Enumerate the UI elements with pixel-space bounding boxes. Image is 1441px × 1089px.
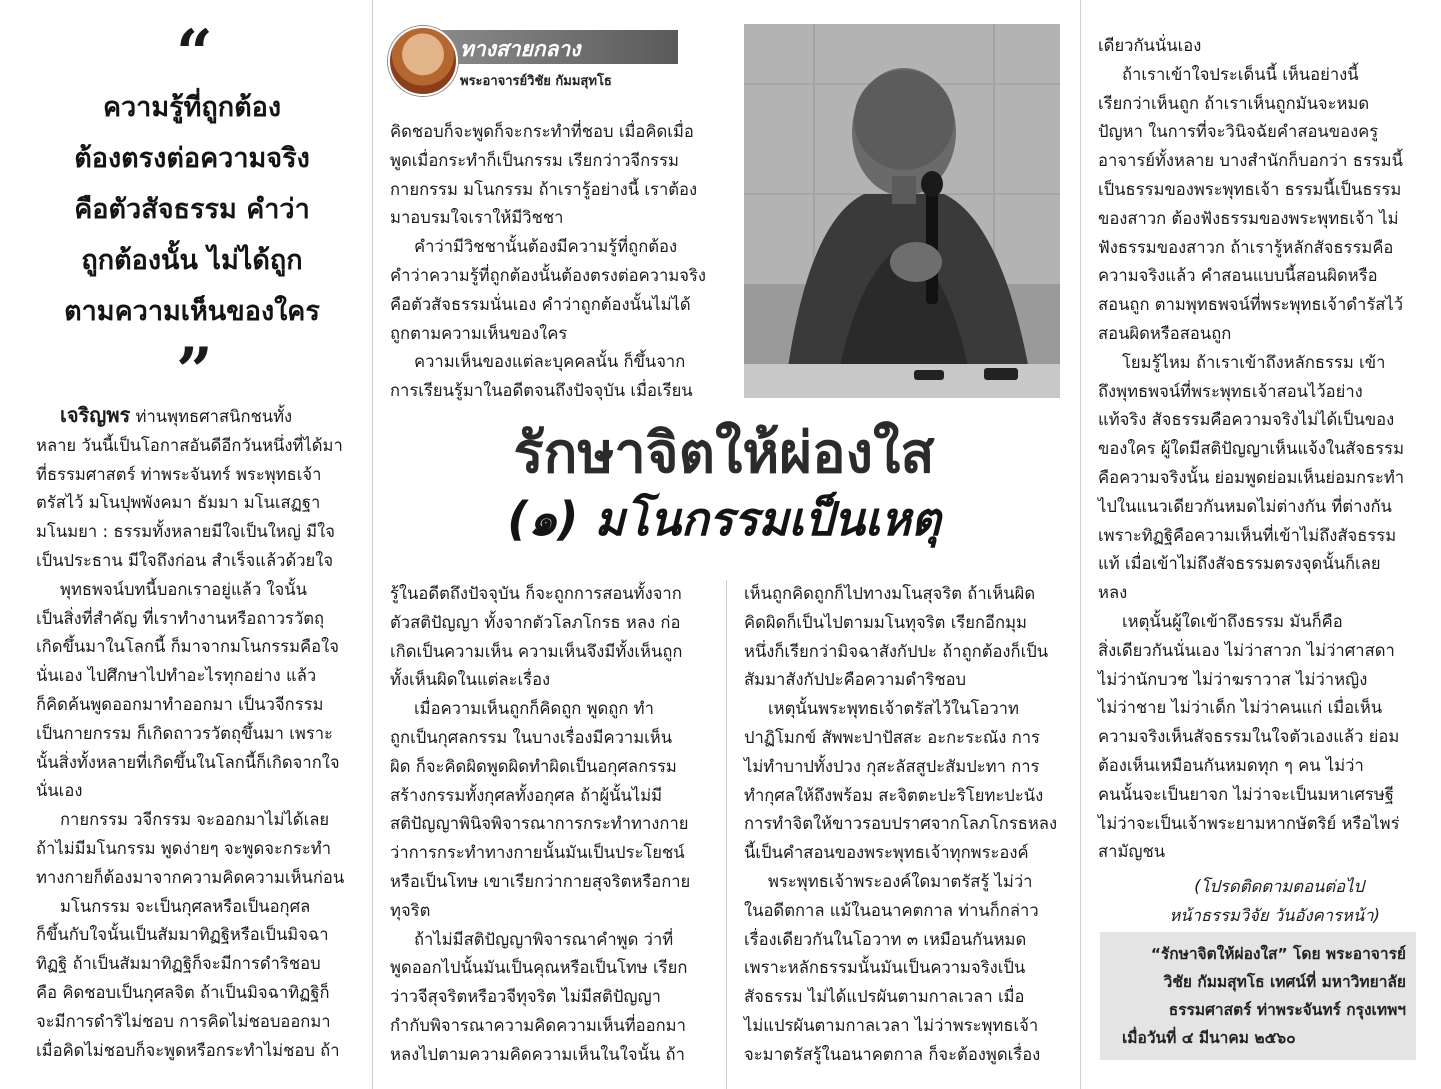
body-text-line: ไม่ทำบาปทั้งปวง กุสะลัสสูปะสัมปะทา การ bbox=[744, 756, 1040, 776]
pull-quote-line: ต้องตรงต่อความจริง bbox=[74, 143, 310, 174]
body-text-line: สร้างกรรมทั้งกุศลทั้งอกุศล ถ้าผู้นั้นไม่มี bbox=[390, 785, 663, 805]
body-text-line: เป็นกายกรรม ก็เกิดถาวรวัตถุขึ้นมา เพราะ bbox=[36, 723, 333, 743]
body-text-line: ในอดีตกาล แม้ในอนาคตกาล ท่านก็กล่าว bbox=[744, 900, 1039, 920]
lead-paragraph bbox=[36, 402, 362, 432]
body-text-line: สัจธรรม ไม่ได้แปรผันตามกาลเวลา เมื่อ bbox=[744, 987, 1025, 1007]
body-text-line: สามัญชน bbox=[1098, 842, 1166, 862]
body-text-line: ว่าวจีสุจริตหรือวจีทุจริต ไม่มีสติปัญญา bbox=[390, 987, 661, 1007]
pull-quote-line: ความรู้ที่ถูกต้อง bbox=[102, 92, 282, 123]
body-text-line: ไปในแนวเดียวกันหมดไม่ต่างกัน ที่ต่างกัน bbox=[1098, 496, 1392, 516]
column-header bbox=[388, 26, 678, 92]
body-text-line: เรียกว่าเห็นถูก ถ้าเราเห็นถูกมันจะหมด bbox=[1098, 93, 1370, 113]
body-text-line: คำว่าความรู้ที่ถูกต้องนั้นต้องตรงต่อความจริง bbox=[390, 265, 706, 285]
body-text-line: พระพุทธเจ้าพระองค์ใดมาตรัสรู้ ไม่ว่า bbox=[768, 871, 1033, 891]
column-4-lines bbox=[1098, 32, 1424, 867]
continued-note-line-1: (โปรดติดตามตอนต่อไป bbox=[1194, 877, 1364, 897]
continued-note-line-2: หน้าธรรมวิจัย วันอังคารหน้า) bbox=[1169, 905, 1380, 925]
article-column-2-top bbox=[390, 118, 720, 406]
pull-quote-line: คือตัวสัจธรรม คำว่า bbox=[74, 194, 310, 225]
body-text-line: พูดเมื่อกระทำก็เป็นกรรม เรียกว่าวจีกรรม bbox=[390, 150, 679, 170]
body-text-line: ว่าการกระทำทางกายนั้นมันเป็นประโยชน์ bbox=[390, 843, 685, 863]
body-text-line: โยมรู้ไหม ถ้าเราเข้าถึงหลักธรรม เข้า bbox=[1122, 352, 1386, 372]
lead-text: ท่านพุทธศาสนิกชนทั้ง bbox=[130, 407, 293, 426]
column-author: พระอาจารย์วิชัย กัมมสุทโธ bbox=[460, 74, 612, 89]
column-rule bbox=[372, 0, 373, 1089]
body-text-line: เพราะทิฏฐิคือความเห็นที่เข้าไม่ถึงสัจธรรม bbox=[1098, 525, 1397, 545]
body-text-line: หลาย วันนี้เป็นโอกาสอันดีอีกวันหนึ่งที่ได้มา bbox=[36, 435, 343, 455]
body-text-line: ของใคร ผู้ใดมีสติปัญญาเห็นแจ้งในสัจธรรม bbox=[1098, 439, 1405, 459]
body-text-line: ไม่ว่าจะเป็นเจ้าพระยามหากษัตริย์ หรือไพร่ bbox=[1098, 813, 1400, 833]
monk-portrait-icon bbox=[388, 26, 458, 96]
body-text-line: กายกรรม วจีกรรม จะออกมาไม่ได้เลย bbox=[60, 810, 330, 830]
monk-with-microphone-photo bbox=[744, 24, 1060, 398]
body-text-line: ความเห็นของแต่ละบุคคลนั้น ก็ขึ้นจาก bbox=[414, 352, 686, 372]
body-text-line: คือตัวสัจธรรมนั่นเอง คำว่าถูกต้องนั้นไม่ได้ bbox=[390, 294, 691, 314]
close-quote-mark: ” bbox=[176, 334, 213, 409]
body-text-line: ความจริงแล้ว คำสอนแบบนี้สอนผิดหรือ bbox=[1098, 266, 1378, 286]
body-text-line: นั่นเอง bbox=[36, 781, 83, 801]
body-text-line: เมื่อคิดไม่ชอบก็จะพูดหรือกระทำไม่ชอบ ถ้า bbox=[36, 1040, 340, 1060]
body-text-line: เหตุนั้นพระพุทธเจ้าตรัสไว้ในโอวาท bbox=[768, 699, 1019, 719]
body-text-line: คือความจริงนั้น ย่อมพูดย่อมเห็นย่อมกระทำ bbox=[1098, 467, 1405, 487]
info-line: วิชัย กัมมสุทโธ เทศน์ที่ มหาวิทยาลัย bbox=[1163, 973, 1406, 991]
body-text-line: สติปัญญาพินิจพิจารณาการกระทำทางกาย bbox=[390, 814, 689, 834]
lead-word: เจริญพร bbox=[60, 405, 131, 427]
body-text-line: ก็คิดค้นพูดออกมาทำออกมา เป็นวจีกรรม bbox=[36, 694, 324, 714]
body-text-line: ถึงพุทธพจน์ที่พระพุทธเจ้าสอนไว้อย่าง bbox=[1098, 381, 1363, 401]
body-text-line: ฟังธรรมของสาวก ถ้าเรารู้หลักสัจธรรมคือ bbox=[1098, 237, 1394, 257]
body-text-line: สิ่งเดียวกันนั่นเอง ไม่ว่าสาวก ไม่ว่าศาสดา bbox=[1098, 640, 1395, 660]
body-text-line: การเรียนรู้มาในอดีตจนถึงปัจจุบัน เมื่อเรียน bbox=[390, 381, 693, 401]
body-text-line: นั้นสิ่งทั้งหลายที่เกิดขึ้นในโลกนี้ก็เกิดจากใจ bbox=[36, 752, 340, 772]
body-text-line: คิดชอบก็จะพูดก็จะกระทำที่ชอบ เมื่อคิดเมื่อ bbox=[390, 122, 694, 141]
body-text-line: หลง bbox=[1098, 583, 1128, 603]
article-column-3-bottom bbox=[744, 580, 1070, 1070]
body-text-line: มาอบรมใจเราให้มีวิชชา bbox=[390, 208, 564, 228]
body-text-line: การทำจิตให้ขาวรอบปราศจากโลภโกรธหลง bbox=[744, 814, 1058, 834]
open-quote-mark: “ bbox=[176, 16, 213, 91]
body-text-line: จะมีการดำริไม่ชอบ การคิดไม่ชอบออกมา bbox=[36, 1011, 331, 1031]
body-text-line: คิดผิดก็เป็นไปตามมโนทุจริต เรียกอีกมุม bbox=[744, 612, 1027, 632]
body-text-line: แท้จริง สัจธรรมคือความจริงไม่ได้เป็นของ bbox=[1098, 410, 1395, 430]
body-text-line: สอนผิดหรือสอนถูก bbox=[1098, 323, 1232, 343]
body-text-line: เมื่อความเห็นถูกก็คิดถูก พูดถูก ทำ bbox=[414, 699, 654, 719]
info-line: “รักษาจิตให้ผ่องใส” โดย พระอาจารย์ bbox=[1150, 945, 1406, 963]
body-text-line: ปัญหา ในการที่จะวินิจฉัยคำสอนของครู bbox=[1098, 122, 1379, 142]
body-text-line: คือ คิดชอบเป็นกุศลจิต ถ้าเป็นมิจฉาทิฏฐิก็ bbox=[36, 982, 330, 1002]
body-text-line: รู้ในอดีตถึงปัจจุบัน ก็จะถูกการสอนทั้งจาก bbox=[390, 584, 682, 603]
body-text-line: ถ้าไม่มีสติปัญญาพิจารณาคำพูด ว่าที่ bbox=[414, 929, 674, 949]
body-text-line: กำกับพิจารณาความคิดความเห็นที่ออกมา bbox=[390, 1015, 686, 1035]
column-title: ทางสายกลาง bbox=[460, 37, 581, 61]
body-text-line: นี้เป็นคำสอนของพระพุทธเจ้าทุกพระองค์ bbox=[744, 843, 1029, 863]
body-text-line: ทิฏฐิ ถ้าเป็นสัมมาทิฏฐิก็จะมีการดำริชอบ bbox=[36, 954, 321, 974]
column-2-bottom-lines bbox=[390, 580, 720, 1070]
body-text-line: เดียวกันนั่นเอง bbox=[1098, 36, 1202, 55]
body-text-line: หลงไปตามความคิดความเห็นในใจนั้น ถ้า bbox=[390, 1044, 685, 1064]
body-text-line: สอนถูก ตามพุทธพจน์ที่พระพุทธเจ้าดำรัสไว้ bbox=[1098, 295, 1404, 315]
body-text-line: ปาฏิโมกข์ สัพพะปาปัสสะ อะกะระณัง การ bbox=[744, 727, 1040, 747]
body-text-line: อาจารย์ทั้งหลาย บางสำนักก็บอกว่า ธรรมนี้ bbox=[1098, 151, 1403, 171]
body-text-line: ตรัสไว้ มโนปุพพังคมา ธัมมา มโนเสฏฐา bbox=[36, 493, 321, 513]
pull-quote-line: ตามความเห็นของใคร bbox=[64, 296, 320, 327]
body-text-line: เกิดเป็นความเห็น ความเห็นจึงมีทั้งเห็นถูก bbox=[390, 641, 683, 661]
body-text-line: ไม่ว่านักบวช ไม่ว่าฆราวาส ไม่ว่าหญิง bbox=[1098, 669, 1368, 689]
body-text-line: ทางกายก็ต้องมาจากความคิดความเห็นก่อน bbox=[36, 867, 345, 887]
pull-quote-line: ถูกต้องนั้น ไม่ได้ถูก bbox=[81, 245, 303, 276]
column-3-bottom-lines bbox=[744, 580, 1070, 1070]
body-text-line: พุทธพจน์บทนี้บอกเราอยู่แล้ว ใจนั้น bbox=[60, 579, 307, 599]
body-text-line: มโนมยา : ธรรมทั้งหลายมีใจเป็นใหญ่ มีใจ bbox=[36, 522, 335, 542]
info-line: เมื่อวันที่ ๔ มีนาคม ๒๕๖๐ bbox=[1122, 1029, 1296, 1047]
body-text-line: ทำกุศลให้ถึงพร้อม สะจิตตะปะริโยทะปะนัง bbox=[744, 785, 1044, 805]
body-text-line: ไม่แปรผันตามกาลเวลา ไม่ว่าพระพุทธเจ้า bbox=[744, 1015, 1039, 1035]
body-text-line: จะมาตรัสรู้ในอนาคตกาล ก็จะต้องพูดเรื่อง bbox=[744, 1044, 1041, 1064]
headline-line-1: รักษาจิตให้ผ่องใส bbox=[513, 421, 935, 486]
info-line: ธรรมศาสตร์ ท่าพระจันทร์ กรุงเทพฯ bbox=[1168, 1001, 1406, 1019]
body-text-line: ตัวสติปัญญา ทั้งจากตัวโลภโกรธ หลง ก่อ bbox=[390, 612, 681, 632]
body-text-line: เกิดขึ้นมาในโลกนี้ ก็มาจากมโนกรรมคือใจ bbox=[36, 637, 339, 657]
article-column-4 bbox=[1098, 32, 1424, 931]
body-text-line: เป็นประธาน มีใจถึงก่อน สำเร็จแล้วด้วยใจ bbox=[36, 550, 334, 570]
body-text-line: เพราะหลักธรรมนั้นมันเป็นความจริงเป็น bbox=[744, 958, 1026, 978]
sermon-info-box bbox=[1100, 932, 1416, 1060]
body-text-line: ก็ขึ้นกับใจนั้นเป็นสัมมาทิฏฐิหรือเป็นมิจฉา bbox=[36, 925, 329, 945]
body-text-line: พูดออกไปนั้นมันเป็นคุณหรือเป็นโทษ เรียก bbox=[390, 958, 688, 978]
body-text-line: สัมมาสังกัปปะคือความดำริชอบ bbox=[744, 670, 967, 690]
column-2-top-lines bbox=[390, 118, 720, 406]
body-text-line: ผิด ก็จะคิดผิดพูดผิดทำผิดเป็นอกุศลกรรม bbox=[390, 756, 677, 776]
column-rule bbox=[726, 580, 727, 1089]
body-text-line: แท้ เมื่อเข้าไม่ถึงสัจธรรมตรงจุดนั้นก็เลย bbox=[1098, 554, 1381, 574]
body-text-line: คนนั้นจะเป็นยาจก ไม่ว่าจะเป็นมหาเศรษฐี bbox=[1098, 784, 1394, 804]
body-text-line: คำว่ามีวิชชานั้นต้องมีความรู้ที่ถูกต้อง bbox=[414, 237, 678, 257]
body-text-line: เหตุนั้นผู้ใดเข้าถึงธรรม มันก็คือ bbox=[1122, 611, 1343, 631]
column-rule bbox=[1080, 0, 1081, 1089]
body-text-line: เป็นธรรมของพระพุทธเจ้า ธรรมนี้เป็นธรรม bbox=[1098, 179, 1402, 199]
body-text-line: ที่ธรรมศาสตร์ ท่าพระจันทร์ พระพุทธเจ้า bbox=[36, 464, 322, 484]
body-text-line: ถูกเป็นกุศลกรรม ในบางเรื่องมีความเห็น bbox=[390, 727, 673, 747]
body-text-line: หรือเป็นโทษ เขาเรียกว่ากายสุจริตหรือกาย bbox=[390, 871, 691, 891]
pull-quote bbox=[24, 82, 360, 337]
headline bbox=[388, 420, 1060, 550]
column-1-lines bbox=[36, 432, 362, 1066]
body-text-line: ต้องเห็นเหมือนกันหมดทุก ๆ คน ไม่ว่า bbox=[1098, 755, 1364, 775]
body-text-line: ไม่ว่าชาย ไม่ว่าเด็ก ไม่ว่าคนแก่ เมื่อเห็น bbox=[1098, 698, 1383, 718]
body-text-line: หนึ่งก็เรียกว่ามิจฉาสังกัปปะ ถ้าถูกต้องก็เป็น bbox=[744, 641, 1049, 661]
headline-line-2: (๑) มโนกรรมเป็นเหตุ bbox=[507, 492, 941, 546]
body-text-line: เป็นสิ่งที่สำคัญ ที่เราทำงานหรือถาวรวัตถุ bbox=[36, 608, 325, 628]
article-column-1 bbox=[36, 402, 362, 1065]
body-text-line: เรื่องเดียวกันในโอวาท ๓ เหมือนกันหมด bbox=[744, 929, 1027, 949]
body-text-line: ถ้าเราเข้าใจประเด็นนี้ เห็นอย่างนี้ bbox=[1122, 64, 1359, 84]
photo-illustration bbox=[744, 24, 1060, 398]
body-text-line: ถูกตามความเห็นของใคร bbox=[390, 323, 568, 343]
body-text-line: มโนกรรม จะเป็นกุศลหรือเป็นอกุศล bbox=[60, 896, 311, 916]
body-text-line: ถ้าไม่มีมโนกรรม พูดง่ายๆ จะพูดจะกระทำ bbox=[36, 838, 332, 858]
body-text-line: ความจริงเห็นสัจธรรมในใจตัวเองแล้ว ย่อม bbox=[1098, 727, 1400, 747]
body-text-line: นั่นเอง ไปศึกษาไปทำอะไรทุกอย่าง แล้ว bbox=[36, 666, 317, 686]
body-text-line: ทุจริต bbox=[390, 900, 431, 920]
body-text-line: เห็นถูกคิดถูกก็ไปทางมโนสุจริต ถ้าเห็นผิด bbox=[744, 584, 1036, 603]
article-column-2-bottom bbox=[390, 580, 720, 1070]
body-text-line: ทั้งเห็นผิดในแต่ละเรื่อง bbox=[390, 670, 551, 690]
body-text-line: ของสาวก ต้องฟังธรรมของพระพุทธเจ้า ไม่ bbox=[1098, 208, 1399, 228]
body-text-line: กายกรรม มโนกรรม ถ้าเรารู้อย่างนี้ เราต้อง bbox=[390, 179, 698, 199]
